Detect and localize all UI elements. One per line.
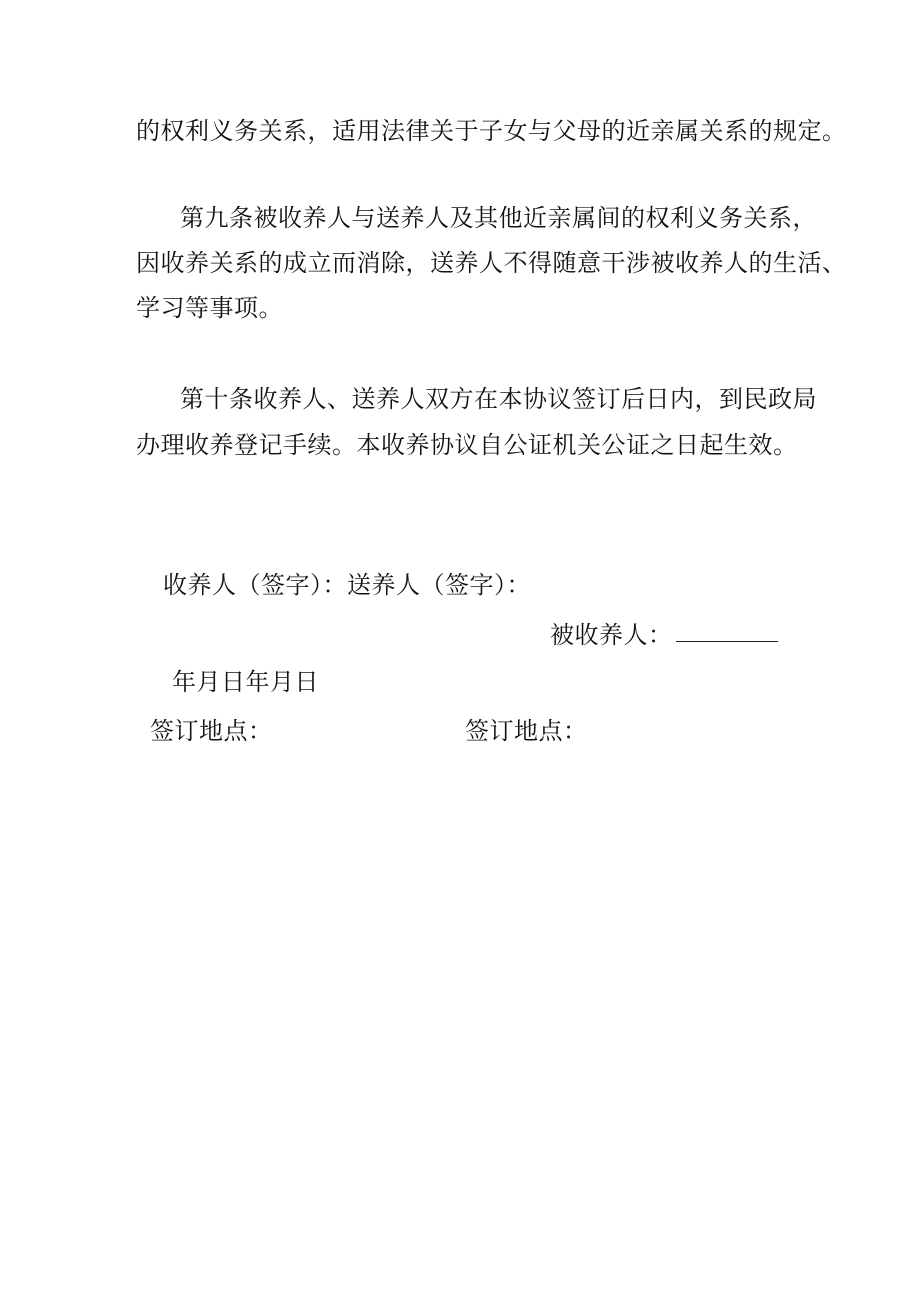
article-9-line-3: 学习等事项。 <box>136 294 283 322</box>
article-9-line-2: 因收养关系的成立而消除，送养人不得随意干涉被收养人的生活、 <box>136 249 847 277</box>
signing-place-right: 签订地点： <box>465 717 588 745</box>
signature-dates: 年月日年月日 <box>172 668 319 696</box>
article-9-line-1: 第九条被收养人与送养人及其他近亲属间的权利义务关系， <box>180 204 817 232</box>
signing-place-left: 签订地点： <box>150 717 273 745</box>
article-10-line-2: 办理收养登记手续。本收养协议自公证机关公证之日起生效。 <box>136 431 798 459</box>
article-8-continuation: 的权利义务关系，适用法律关于子女与父母的近亲属关系的规定。 <box>136 117 847 145</box>
adopter-placer-signature-label: 收养人（签字）：送养人（签字）： <box>163 571 531 599</box>
adoptee-signature-label: 被收养人： <box>550 621 673 649</box>
article-10-line-1: 第十条收养人、送养人双方在本协议签订后日内，到民政局 <box>180 385 817 413</box>
adoptee-signature-line <box>676 641 778 642</box>
